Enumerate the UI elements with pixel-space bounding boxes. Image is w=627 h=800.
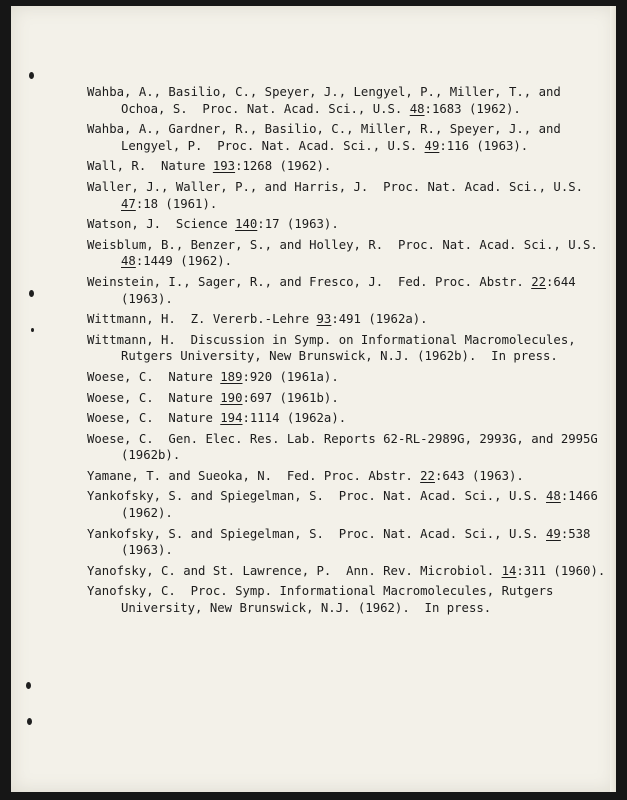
punch-hole-mark <box>31 328 34 332</box>
reference-text: Waller, J., Waller, P., and Harris, J. Proc. Nat. Acad. Sci., U.S. <box>87 179 591 194</box>
reference-volume: 140 <box>235 217 258 232</box>
reference-volume: 48 <box>409 101 425 116</box>
punch-hole-mark <box>29 290 34 297</box>
reference-text: Yanofsky, C. and St. Lawrence, P. Ann. Rev. Microbiol. <box>87 563 502 578</box>
reference-pages: :1449 (1962). <box>135 254 233 269</box>
reference-pages: :644 (1963). <box>121 274 584 306</box>
reference-volume: 49 <box>424 138 440 153</box>
reference-entry <box>87 583 607 616</box>
reference-volume: 48 <box>546 489 561 504</box>
reference-text: Weinstein, I., Sager, R., and Fresco, J. Fed. Proc. Abstr. <box>87 274 532 289</box>
reference-volume: 14 <box>501 563 517 578</box>
punch-hole-mark <box>27 718 32 725</box>
reference-pages: :491 (1962a). <box>331 312 428 327</box>
reference-entry <box>87 431 607 464</box>
reference-text: Weisblum, B., Benzer, S., and Holley, R. Proc. Nat. Acad. Sci., U.S. <box>87 237 606 252</box>
reference-text: Wahba, A., Gardner, R., Basilio, C., Miller, R., Speyer, J., and Lengyel, P. Proc. Nat. Acad. Sci., U.S. <box>87 122 569 153</box>
reference-text: Yankofsky, S. and Spiegelman, S. Proc. Nat. Acad. Sci., U.S. <box>87 489 547 504</box>
reference-pages: :697 (1961b). <box>242 390 339 405</box>
reference-text: Watson, J. Science <box>87 217 236 232</box>
reference-pages: :538 (1963). <box>121 526 598 558</box>
reference-pages: :1466 (1962). <box>121 489 606 521</box>
reference-volume: 22 <box>420 468 435 483</box>
reference-pages: :311 (1960). <box>516 563 606 578</box>
reference-entry <box>87 237 607 270</box>
reference-entry <box>87 390 607 407</box>
reference-text: Woese, C. Nature <box>87 411 221 426</box>
reference-volume: 22 <box>531 274 547 289</box>
page-edge-shadow <box>610 6 616 792</box>
reference-pages: :1683 (1962). <box>424 101 521 116</box>
reference-entry <box>87 179 607 212</box>
reference-list <box>87 84 607 621</box>
reference-entry <box>87 526 607 559</box>
reference-pages: :116 (1963). <box>439 138 529 153</box>
reference-entry <box>87 274 607 307</box>
punch-hole-mark <box>29 72 34 79</box>
reference-volume: 189 <box>220 369 243 384</box>
reference-entry <box>87 332 607 365</box>
reference-text: Wahba, A., Basilio, C., Speyer, J., Lengyel, P., Miller, T., and Ochoa, S. Proc. Nat. Acad. Sci., U.S. <box>87 85 569 116</box>
reference-entry <box>87 121 607 154</box>
reference-text: Woese, C. Nature <box>87 369 221 384</box>
reference-pages: :18 (1961). <box>135 196 218 211</box>
reference-entry <box>87 158 607 175</box>
reference-pages: :1268 (1962). <box>235 159 332 174</box>
reference-text: Wall, R. Nature <box>87 159 213 174</box>
reference-text: Woese, C. Nature <box>87 390 221 405</box>
reference-text: Wittmann, H. Discussion in Symp. on Informational Macromolecules, Rutgers University, New Brunswick, N.J. (1962b). In press. <box>87 332 584 364</box>
reference-text: Woese, C. Gen. Elec. Res. Lab. Reports 62-RL-2989G, 2993G, and 2995G (1962b). <box>87 431 606 463</box>
reference-entry <box>87 311 607 328</box>
reference-text: Yanofsky, C. Proc. Symp. Informational Macromolecules, Rutgers University, New Brunswick, N.J. (1962). In press. <box>87 584 561 616</box>
reference-entry <box>87 84 607 117</box>
reference-volume: 190 <box>220 390 243 405</box>
reference-volume: 49 <box>546 526 561 541</box>
reference-volume: 193 <box>212 159 236 174</box>
reference-volume: 93 <box>316 312 332 327</box>
punch-hole-mark <box>26 682 31 689</box>
reference-pages: :920 (1961a). <box>242 369 339 384</box>
reference-entry <box>87 410 607 427</box>
reference-pages: :17 (1963). <box>257 217 339 232</box>
reference-pages: :643 (1963). <box>434 468 524 483</box>
reference-text: Yamane, T. and Sueoka, N. Fed. Proc. Abstr. <box>87 468 421 483</box>
reference-entry <box>87 488 607 521</box>
reference-volume: 47 <box>121 196 136 211</box>
reference-entry <box>87 468 607 485</box>
reference-volume: 194 <box>220 411 243 426</box>
reference-entry <box>87 216 607 233</box>
reference-entry <box>87 563 607 580</box>
reference-text: Wittmann, H. Z. Vererb.-Lehre <box>87 312 317 327</box>
reference-text: Yankofsky, S. and Spiegelman, S. Proc. Nat. Acad. Sci., U.S. <box>87 526 547 541</box>
reference-pages: :1114 (1962a). <box>242 411 347 426</box>
reference-volume: 48 <box>121 254 136 269</box>
reference-entry <box>87 369 607 386</box>
document-page <box>11 6 616 792</box>
